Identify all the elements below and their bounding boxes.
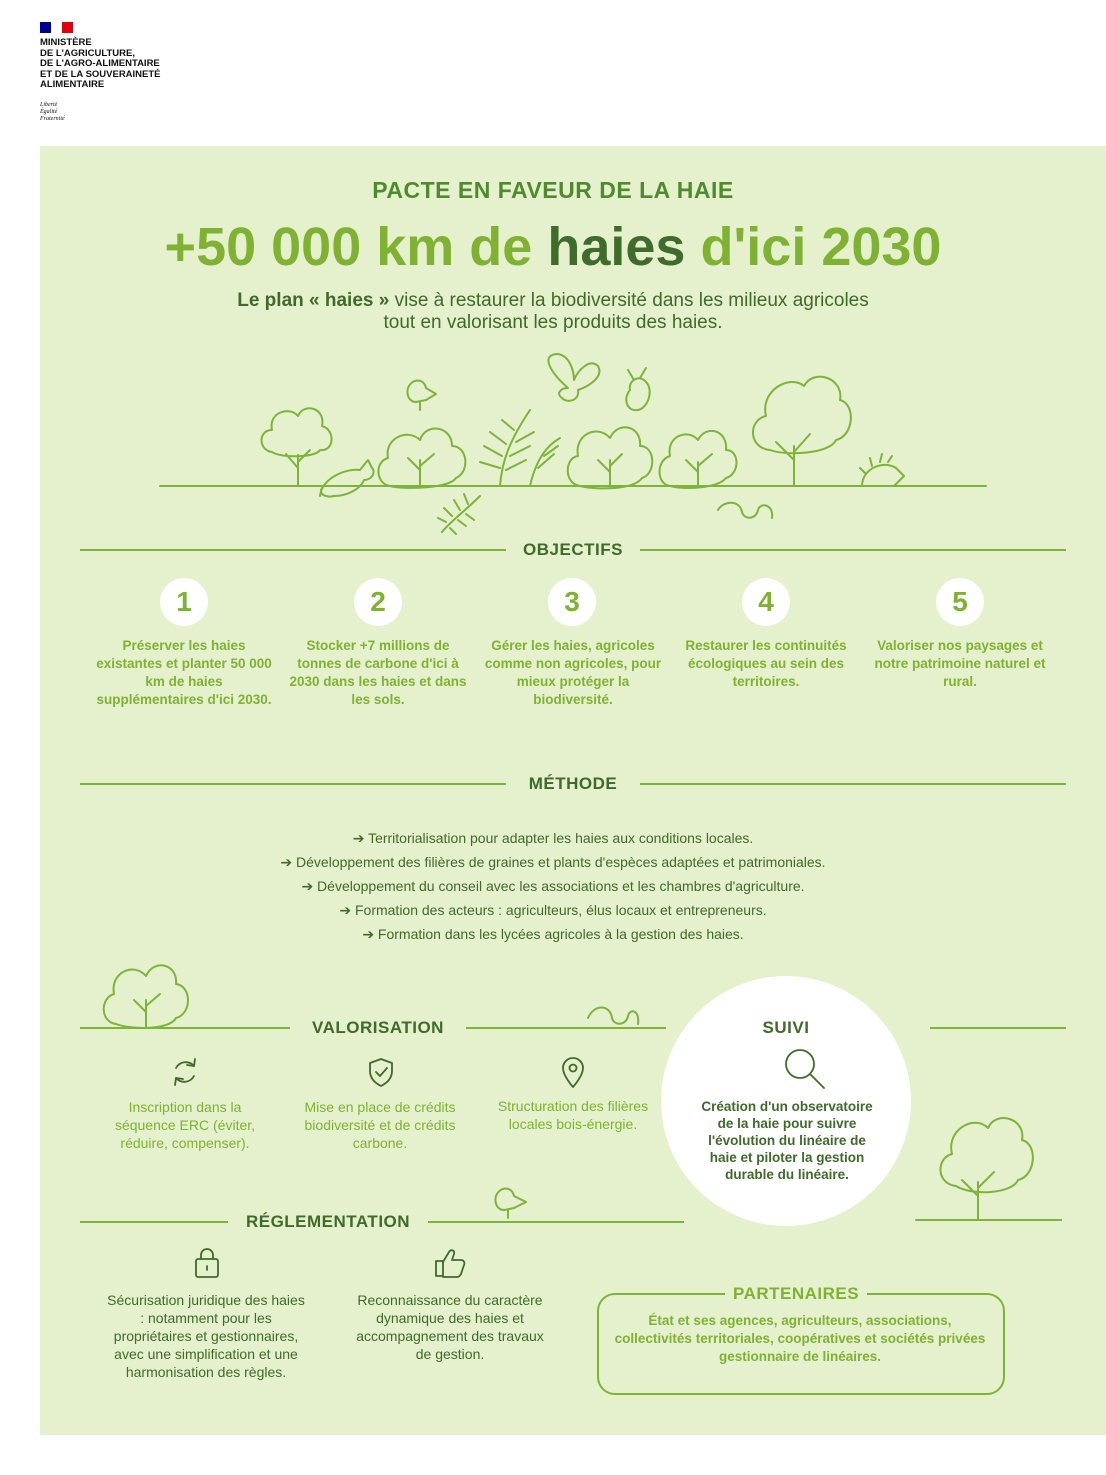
hedge-illustration xyxy=(150,350,1000,540)
divider-line xyxy=(80,1221,228,1223)
objective-text: Préserver les haies existantes et planter 50 000 km de haies supplémentaires d'ici 2030. xyxy=(96,638,272,707)
bush-icon xyxy=(378,429,465,488)
bird-icon xyxy=(488,1182,534,1222)
shield-check-icon xyxy=(366,1056,396,1088)
methode-item: ➔ Formation dans les lycées agricoles à la gestion des haies. xyxy=(362,926,744,942)
valorisation-text: Mise en place de crédits biodiversité et de crédits carbone. xyxy=(304,1099,456,1151)
valorisation-text: Structuration des filières locales bois-énergie. xyxy=(497,1098,649,1132)
map-pin-icon xyxy=(560,1056,586,1090)
bush-icon xyxy=(96,950,196,1032)
hedgehog-icon xyxy=(860,454,904,486)
ministry-name: MINISTÈRE DE L'AGRICULTURE, DE L'AGRO-ALIMENTAIRE ET DE LA SOUVERAINETÉ ALIMENTAIRE xyxy=(40,37,161,90)
padlock-icon xyxy=(193,1246,221,1280)
thumbs-up-icon xyxy=(433,1246,467,1280)
objective-number: 5 xyxy=(936,578,984,626)
bush-icon xyxy=(568,427,653,488)
divider-line xyxy=(80,783,506,785)
methode-item: ➔ Territorialisation pour adapter les haies aux conditions locales. xyxy=(352,830,754,846)
divider-line xyxy=(80,1027,290,1029)
worm-icon xyxy=(718,503,772,518)
partenaires-title: PARTENAIRES xyxy=(725,1284,867,1304)
valorisation-text: Inscription dans la séquence ERC (éviter, réduire, compenser). xyxy=(114,1099,256,1151)
reglementation-text: Sécurisation juridique des haies : notamment pour les propriétaires et gestionnaires, avec une simplification et une harmonisation des règles. xyxy=(107,1292,305,1380)
objective-number: 3 xyxy=(548,578,596,626)
objective-number: 4 xyxy=(742,578,790,626)
methode-list xyxy=(0,826,1106,946)
objectifs-title: OBJECTIFS xyxy=(523,540,623,559)
headline: +50 000 km de haies d'ici 2030 xyxy=(164,217,942,277)
bird-icon xyxy=(407,381,436,411)
methode-item: ➔ Formation des acteurs : agriculteurs, élus locaux et entrepreneurs. xyxy=(339,902,767,918)
caterpillar-icon xyxy=(438,494,480,534)
objective-number: 2 xyxy=(354,578,402,626)
divider-line xyxy=(640,549,1066,551)
tree-icon xyxy=(753,377,851,486)
objective-text: Gérer les haies, agricoles comme non agricoles, pour mieux protéger la biodiversité. xyxy=(484,638,662,707)
rodent-icon xyxy=(320,460,374,497)
reglementation-title: RÉGLEMENTATION xyxy=(245,1212,411,1231)
objective-number: 1 xyxy=(160,578,208,626)
republic-motto: Liberté Égalité Fraternité xyxy=(40,102,65,122)
tree-icon xyxy=(262,408,332,486)
objective-text: Restaurer les continuités écologiques au sein des territoires. xyxy=(685,638,847,689)
objective-text: Stocker +7 millions de tonnes de carbone d'ici à 2030 dans les haies et dans les sols. xyxy=(289,638,467,707)
kicker-title: PACTE EN FAVEUR DE LA HAIE xyxy=(372,177,734,203)
valorisation-title: VALORISATION xyxy=(312,1018,444,1037)
divider-line xyxy=(640,783,1066,785)
intro-text: Le plan « haies » vise à restaurer la biodiversité dans les milieux agricoles tout en valorisant les produits des haies. xyxy=(237,290,869,333)
magnifier-icon xyxy=(782,1046,828,1092)
divider-line xyxy=(930,1027,1066,1029)
fern-icon xyxy=(480,410,560,486)
partenaires-text: État et ses agences, agriculteurs, associations, collectivités territoriales, coopératives et sociétés privées gestionnaire de linéaires. xyxy=(614,1313,986,1364)
bee-icon xyxy=(626,368,649,410)
suivi-text: Création d'un observatoire de la haie pour suivre l'évolution du linéaire de haie et piloter la gestion durable du linéaire. xyxy=(701,1099,873,1182)
tree-icon xyxy=(912,1100,1062,1226)
divider-line xyxy=(80,549,506,551)
bush-icon xyxy=(660,431,737,488)
methode-item: ➔ Développement des filières de graines et plants d'espèces adaptées et patrimoniales. xyxy=(280,854,826,870)
suivi-title: SUIVI xyxy=(762,1018,810,1037)
divider-line xyxy=(466,1027,666,1029)
reglementation-text: Reconnaissance du caractère dynamique des haies et accompagnement des travaux de gestion. xyxy=(356,1292,544,1362)
objective-text: Valoriser nos paysages et notre patrimoine naturel et rural. xyxy=(874,638,1046,689)
divider-line xyxy=(428,1221,684,1223)
methode-title: MÉTHODE xyxy=(528,774,618,793)
refresh-cycle-icon xyxy=(170,1056,200,1088)
republique-flag-logo xyxy=(40,22,73,33)
methode-item: ➔ Développement du conseil avec les associations et les chambres d'agriculture. xyxy=(301,878,805,894)
worm-icon xyxy=(582,998,642,1030)
butterfly-icon xyxy=(548,354,599,401)
